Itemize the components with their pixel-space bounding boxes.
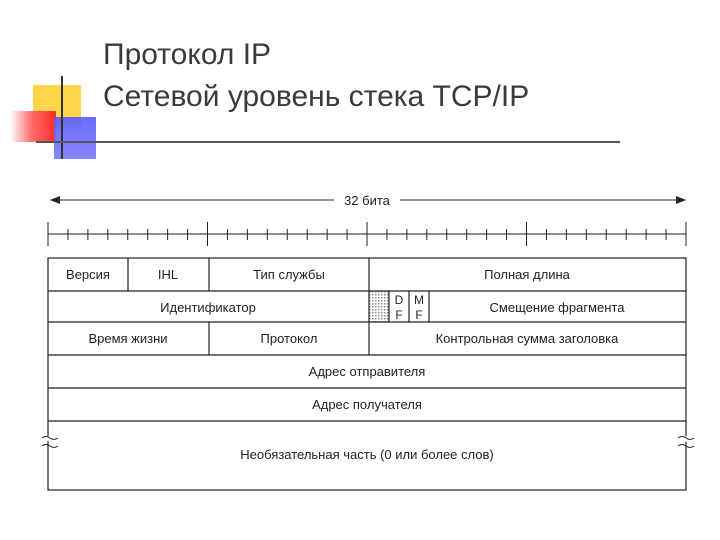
field-destination-address: Адрес получателя (312, 397, 422, 412)
left-break-mark (42, 437, 60, 448)
header-field-labels (66, 267, 625, 462)
bit-width-arrow (50, 193, 686, 208)
flag-m-bottom: F (415, 308, 423, 322)
field-total-length: Полная длина (484, 267, 570, 282)
field-fragment-offset: Смещение фрагмента (489, 300, 625, 315)
bit-width-label: 32 бита (344, 193, 390, 208)
field-time-to-live: Время жизни (88, 331, 168, 346)
bit-ruler (48, 222, 686, 246)
flag-d-top: D (394, 293, 404, 307)
field-version: Версия (66, 267, 110, 282)
flag-m-top: M (414, 293, 424, 307)
field-header-checksum: Контрольная сумма заголовка (435, 331, 619, 346)
reserved-bit-cell (369, 291, 389, 322)
field-ihl: IHL (157, 267, 179, 282)
field-type-of-service: Тип службы (253, 267, 325, 282)
title-line-1: Протокол IP (103, 38, 272, 71)
right-break-mark (678, 437, 696, 448)
field-protocol: Протокол (260, 331, 318, 346)
title-line-2: Сетевой уровень стека TCP/IP (103, 80, 530, 113)
field-options: Необязательная часть (0 или более слов) (240, 447, 494, 462)
flag-d-bottom: F (395, 308, 403, 322)
field-source-address: Адрес отправителя (308, 364, 426, 379)
field-identification: Идентификатор (160, 300, 256, 315)
